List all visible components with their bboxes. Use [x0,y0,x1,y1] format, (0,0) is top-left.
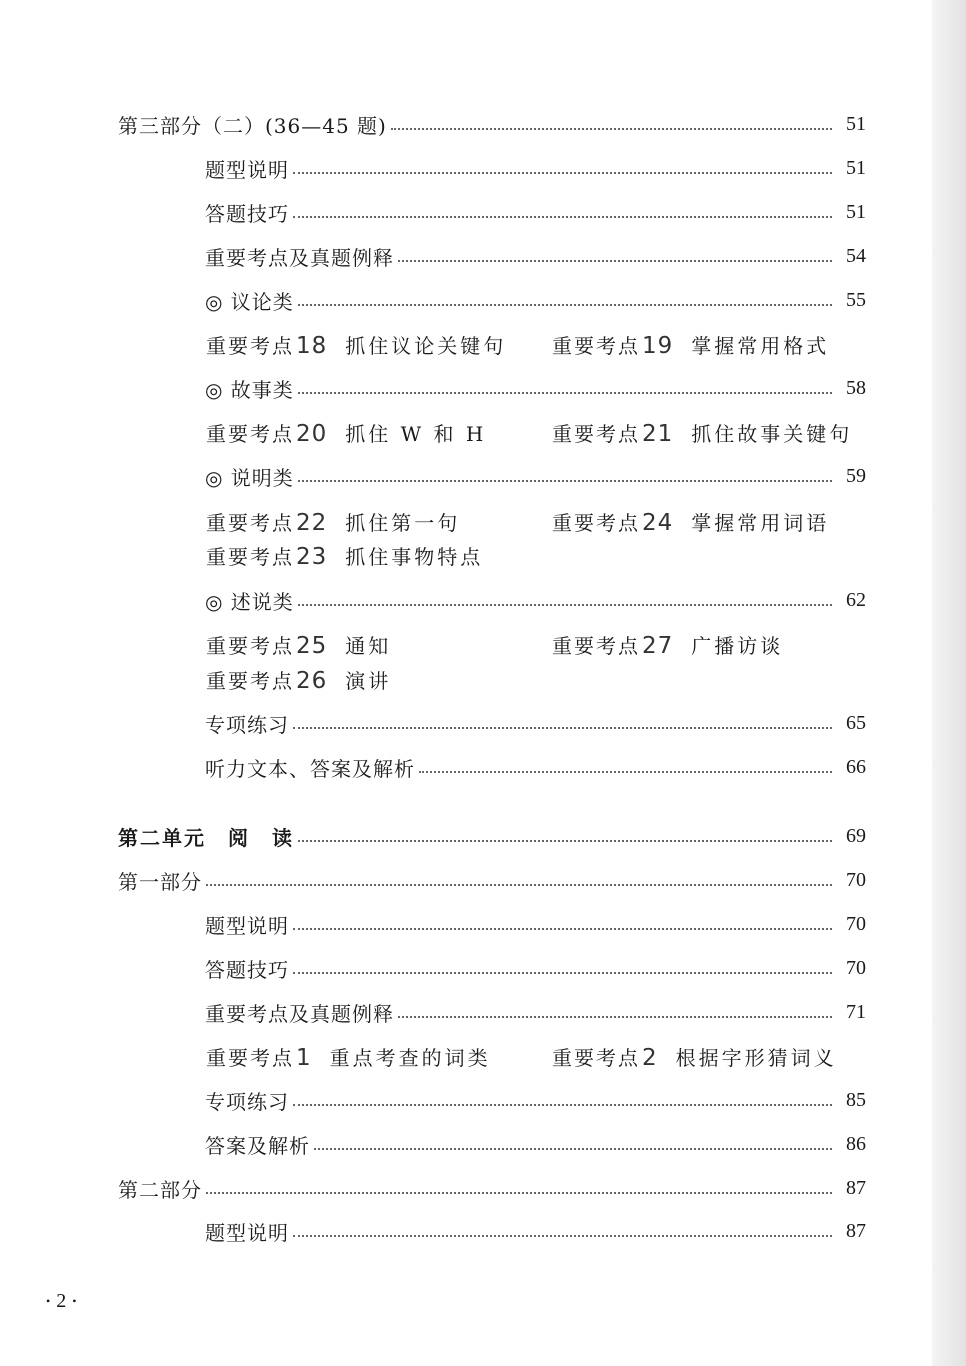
key-point-number: 1 [296,1045,312,1071]
key-point-number: 25 [296,633,328,659]
footer-bullet-left: • [46,1294,51,1308]
key-point-text: 掌握常用格式 [691,334,830,358]
toc-entry-page: 71 [846,1000,866,1023]
key-point-24[interactable] [552,507,829,536]
toc-entry-narration[interactable] [205,585,866,615]
toc-entry-title: 第二单元 阅 读 [118,825,294,850]
toc-entry-question-type[interactable] [205,153,866,183]
toc-entry-title: ◎ 述说类 [205,589,294,614]
key-point-text: 抓住 W 和 H [345,422,487,446]
key-point-number: 19 [642,333,674,359]
toc-entry-page: 70 [846,868,866,891]
key-point-text: 重点考查的词类 [329,1046,491,1070]
leader-dots [298,390,832,394]
leader-dots [391,126,832,130]
toc-entry-page: 51 [846,156,866,179]
key-point-20[interactable] [206,418,486,447]
key-point-label: 重要考点 [552,334,640,358]
key-point-label: 重要考点 [552,511,640,535]
leader-dots [419,769,832,773]
toc-entry-title: 专项练习 [205,1089,289,1114]
key-point-number: 21 [642,421,674,447]
leader-dots [293,1233,832,1237]
leader-dots [293,1102,832,1106]
toc-entry-title: 重要考点及真题例释 [205,245,394,270]
leader-dots [293,725,832,729]
page-footer [46,1290,76,1313]
leader-dots [293,170,832,174]
toc-entry-title: 答案及解析 [205,1133,310,1158]
key-point-text: 抓住故事关键句 [691,422,853,446]
toc-entry-title: ◎ 说明类 [205,465,294,490]
key-point-number: 24 [642,510,674,536]
leader-dots [293,214,832,218]
toc-entry-page: 87 [846,1219,866,1242]
key-point-label: 重要考点 [206,422,294,446]
toc-entry-page: 85 [846,1088,866,1111]
key-point-label: 重要考点 [206,334,294,358]
leader-dots [398,1014,832,1018]
toc-entry-part1[interactable] [118,865,866,895]
toc-entry-page: 58 [846,376,866,399]
toc-entry-title: 重要考点及真题例释 [205,1001,394,1026]
toc-entry-page: 69 [846,824,866,847]
key-point-22[interactable] [206,507,460,536]
toc-entry-story[interactable] [205,373,866,403]
key-point-21[interactable] [552,418,852,447]
key-point-26[interactable] [206,665,391,694]
toc-entry-key-points[interactable] [205,241,866,271]
key-point-label: 重要考点 [552,634,640,658]
key-point-18[interactable] [206,330,506,359]
key-point-number: 20 [296,421,328,447]
toc-entry-page: 65 [846,711,866,734]
toc-entry-title: 答题技巧 [205,201,289,226]
toc-entry-title: 专项练习 [205,712,289,737]
key-point-label: 重要考点 [206,669,294,693]
toc-entry-exposition[interactable] [205,461,866,491]
key-point-19[interactable] [552,330,829,359]
toc-entry-argument[interactable] [205,285,866,315]
leader-dots [298,478,832,482]
toc-entry-answers[interactable] [205,1129,866,1159]
leader-dots [293,970,832,974]
key-point-2[interactable] [552,1042,837,1071]
toc-entry-part3-2[interactable] [118,109,866,139]
toc-entry-title: 题型说明 [205,913,289,938]
toc-entry-page: 59 [846,464,866,487]
footer-bullet-right: • [72,1294,77,1308]
key-point-label: 重要考点 [206,511,294,535]
toc-entry-page: 70 [846,912,866,935]
toc-entry-key-points[interactable] [205,997,866,1027]
toc-entry-title: 题型说明 [205,157,289,182]
toc-entry-title: 听力文本、答案及解析 [205,756,415,781]
key-point-text: 抓住议论关键句 [345,334,507,358]
key-point-text: 抓住第一句 [345,511,461,535]
page-number: 2 [56,1290,67,1312]
key-point-23[interactable] [206,541,483,570]
toc-entry-answer-tips[interactable] [205,953,866,983]
toc-entry-page: 86 [846,1132,866,1155]
toc-entry-page: 51 [846,112,866,135]
page-edge-shadow [932,0,966,1366]
toc-entry-title: 第三部分（二）(36—45 题) [118,113,387,138]
toc-entry-page: 55 [846,288,866,311]
leader-dots [314,1146,832,1150]
key-point-number: 18 [296,333,328,359]
toc-entry-title: ◎ 议论类 [205,289,294,314]
key-point-text: 掌握常用词语 [691,511,830,535]
toc-entry-page: 51 [846,200,866,223]
key-point-1[interactable] [206,1042,491,1071]
leader-dots [206,882,832,886]
toc-entry-page: 62 [846,588,866,611]
toc-entry-title: 题型说明 [205,1220,289,1245]
toc-entry-question-type[interactable] [205,909,866,939]
key-point-number: 27 [642,633,674,659]
key-point-text: 根据字形猜词义 [675,1046,837,1070]
leader-dots [398,258,832,262]
key-point-label: 重要考点 [552,1046,640,1070]
toc-entry-page: 87 [846,1176,866,1199]
key-point-label: 重要考点 [206,634,294,658]
key-point-number: 22 [296,510,328,536]
toc-entry-part2[interactable] [118,1173,866,1203]
key-point-label: 重要考点 [206,545,294,569]
key-point-25[interactable] [206,630,391,659]
leader-dots [298,302,832,306]
toc-entry-listening-answers[interactable] [205,752,866,782]
toc-entry-practice[interactable] [205,708,866,738]
key-point-text: 通知 [345,634,392,658]
toc-entry-page: 66 [846,755,866,778]
key-point-text: 广播访谈 [691,634,784,658]
key-point-number: 26 [296,668,328,694]
key-point-label: 重要考点 [206,1046,294,1070]
toc-entry-practice[interactable] [205,1085,866,1115]
toc-entry-answer-tips[interactable] [205,197,866,227]
leader-dots [206,1190,832,1194]
toc-entry-title: 第二部分 [118,1177,202,1202]
toc-entry-question-type[interactable] [205,1216,866,1246]
toc-entry-title: ◎ 故事类 [205,377,294,402]
leader-dots [293,926,832,930]
key-point-text: 演讲 [345,669,392,693]
toc-entry-page: 54 [846,244,866,267]
key-point-text: 抓住事物特点 [345,545,484,569]
key-point-27[interactable] [552,630,783,659]
key-point-label: 重要考点 [552,422,640,446]
key-point-number: 2 [642,1045,658,1071]
toc-entry-unit2-reading[interactable] [118,821,866,851]
key-point-number: 23 [296,544,328,570]
toc-entry-page: 70 [846,956,866,979]
toc-entry-title: 第一部分 [118,869,202,894]
leader-dots [298,602,832,606]
leader-dots [298,838,832,842]
toc-entry-title: 答题技巧 [205,957,289,982]
